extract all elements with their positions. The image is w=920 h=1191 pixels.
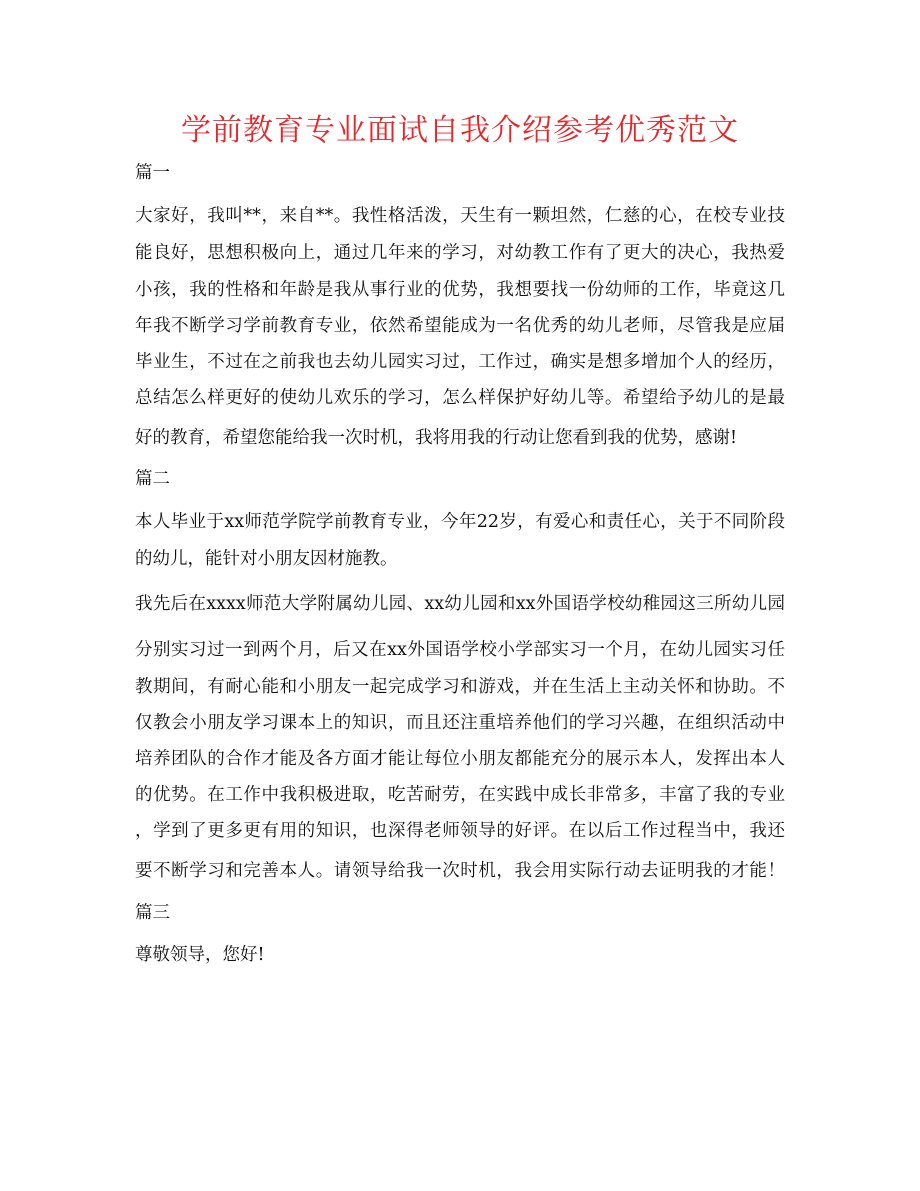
- paragraph-line: ，学到了更多更有用的知识，也深得老师领导的好评。在以后工作过程当中，我还: [135, 821, 785, 841]
- paragraph-line: 能良好，思想积极向上，通过几年来的学习，对幼教工作有了更大的决心，我热爱: [135, 243, 785, 263]
- paragraph-line: 年我不断学习学前教育专业，依然希望能成为一名优秀的幼儿老师，尽管我是应届: [135, 316, 785, 336]
- paragraph-line: 小孩，我的性格和年龄是我从事行业的优势，我想要找一份幼师的工作，毕竟这几: [135, 280, 785, 300]
- paragraph-line: 我先后在xxxx师范大学附属幼儿园、xx幼儿园和xx外国语学校幼稚园这三所幼儿园: [135, 594, 785, 614]
- section-heading: 篇三: [135, 903, 170, 923]
- paragraph-line: 好的教育，希望您能给我一次时机，我将用我的行动让您看到我的优势，感谢!: [135, 428, 738, 448]
- paragraph-line: 分别实习过一到两个月，后又在xx外国语学校小学部实习一个月，在幼儿园实习任: [135, 640, 785, 660]
- paragraph-line: 大家好，我叫**，来自**。我性格活泼，天生有一颗坦然，仁慈的心，在校专业技: [135, 206, 785, 226]
- paragraph-line: 毕业生，不过在之前我也去幼儿园实习过，工作过，确实是想多增加个人的经历，: [135, 352, 785, 372]
- paragraph-line: 培养团队的合作才能及各方面才能让每位小朋友都能充分的展示本人，发挥出本人: [135, 749, 785, 769]
- paragraph-line: 仅教会小朋友学习课本上的知识，而且还注重培养他们的学习兴趣，在组织活动中: [135, 713, 785, 733]
- paragraph-line: 要不断学习和完善本人。请领导给我一次时机，我会用实际行动去证明我的才能！: [135, 861, 785, 881]
- paragraph-line: 的幼儿，能针对小朋友因材施教。: [135, 549, 398, 569]
- paragraph-line: 的优势。在工作中我积极进取，吃苦耐劳，在实践中成长非常多，丰富了我的专业: [135, 785, 785, 805]
- paragraph-line: 教期间，有耐心能和小朋友一起完成学习和游戏，并在生活上主动关怀和协助。不: [135, 677, 785, 697]
- paragraph-line: 本人毕业于xx师范学院学前教育专业，今年22岁，有爱心和责任心，关于不同阶段: [135, 512, 785, 532]
- paragraph-line: 尊敬领导，您好!: [135, 945, 265, 965]
- section-heading: 篇一: [135, 163, 170, 183]
- paragraph-line: 总结怎么样更好的使幼儿欢乐的学习，怎么样保护好幼儿等。希望给予幼儿的是最: [135, 388, 785, 408]
- section-heading: 篇二: [135, 469, 170, 489]
- document-title: 学前教育专业面试自我介绍参考优秀范文: [181, 113, 739, 148]
